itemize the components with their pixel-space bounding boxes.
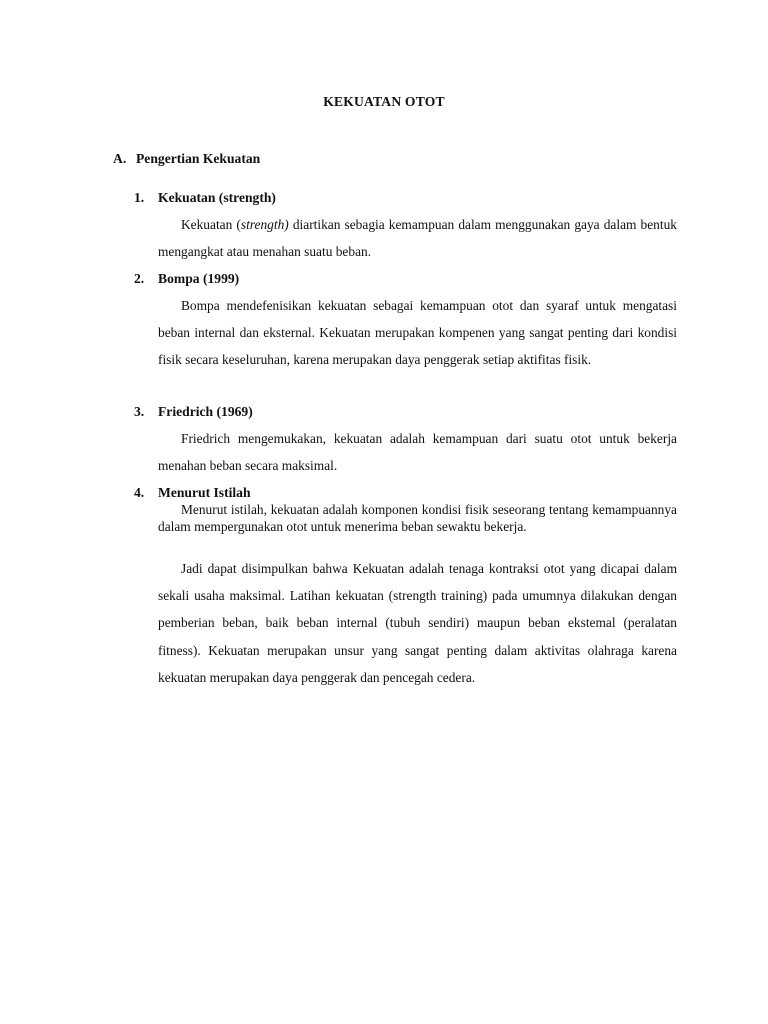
item-heading-text: Bompa (1999) — [158, 271, 240, 286]
item-text-after: diartikan sebagia kemampuan dalam menggunakan gaya dalam bentuk mengangkat atau menahan suatu beban. — [158, 217, 677, 260]
item-paragraph-menurut-istilah: Menurut istilah, kekuatan adalah komponen kondisi fisik seseorang tentang kemampuannya dalam mempergunakan otot untuk menerima beban sewaktu bekerja. — [158, 502, 677, 535]
item-number: 3. — [134, 404, 145, 419]
page-title: KEKUATAN OTOT — [323, 94, 445, 109]
item-heading-text: Menurut Istilah — [158, 485, 251, 500]
item-text-before: Kekuatan ( — [181, 217, 241, 232]
item-paragraph-kekuatan — [158, 211, 677, 265]
item-heading-text: Kekuatan (strength) — [158, 190, 276, 205]
item-heading-kekuatan — [134, 190, 276, 206]
item-paragraph-bompa: Bompa mendefenisikan kekuatan sebagai kemampuan otot dan syaraf untuk mengatasi beban internal dan eksternal. Kekuatan merupakan kompenen yang sangat penting dari kondisi fisik secara keseluruhan, karena merupakan daya penggerak setiap aktifitas fisik. — [158, 298, 677, 368]
item-paragraph-friedrich: Friedrich mengemukakan, kekuatan adalah kemampuan dari suatu otot untuk bekerja menahan beban secara maksimal. — [158, 431, 677, 474]
item-number: 1. — [134, 190, 145, 205]
item-heading-bompa — [134, 271, 239, 287]
item-text-italic: strength) — [240, 217, 289, 232]
conclusion-paragraph: Jadi dapat disimpulkan bahwa Kekuatan adalah tenaga kontraksi otot yang dicapai dalam sekali usaha maksimal. Latihan kekuatan (strength training) pada umumnya dilakukan dengan pemberian beban, baik beban internal (tubuh sendiri) maupun beban ekstemal (peralatan fitness). Kekuatan merupakan unsur yang sangat penting dalam aktivitas olahraga karena kekuatan merupakan daya penggerak dan pencegah cedera. — [158, 561, 677, 685]
item-number: 4. — [134, 485, 145, 500]
section-label: A. — [113, 151, 127, 166]
item-heading-text: Friedrich (1969) — [158, 404, 253, 419]
item-heading-friedrich — [134, 404, 253, 420]
section-heading — [113, 151, 260, 167]
item-number: 2. — [134, 271, 145, 286]
section-heading-text: Pengertian Kekuatan — [136, 151, 261, 166]
item-heading-menurut-istilah — [134, 485, 251, 501]
